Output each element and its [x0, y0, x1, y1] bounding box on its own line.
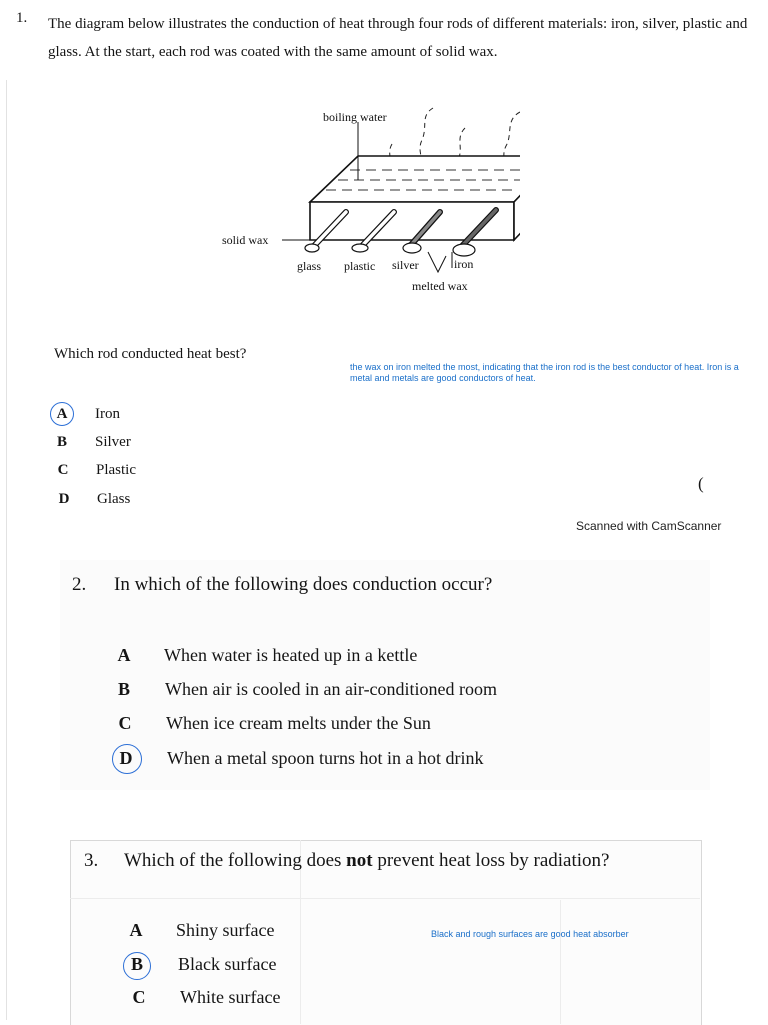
question-3-text-start: Which of the following does: [124, 850, 347, 871]
option-letter: D: [58, 491, 70, 507]
option-text: Glass: [97, 491, 131, 507]
answer-circle-q3: [123, 952, 151, 980]
question-3-emphasis: not: [346, 850, 373, 871]
question-1-text: The diagram below illustrates the conduction of heat through four rods of different materials: iron, silver, plastic and glass. At the start, each rod was coated with the same amount of solid wax.: [48, 16, 748, 60]
answer-circle-q2: [112, 744, 142, 774]
option-letter: B: [117, 679, 130, 699]
question-3-number: 3.: [84, 850, 99, 871]
iron-label: iron: [454, 257, 474, 271]
option-text: Plastic: [96, 462, 136, 478]
question-1-prompt: Which rod conducted heat best?: [54, 346, 247, 362]
option-text: Silver: [95, 434, 131, 450]
question-3-text-end: prevent heat loss by radiation?: [372, 850, 610, 871]
silver-label: silver: [392, 258, 419, 272]
option-letter: A: [56, 406, 68, 422]
melted-wax-pointer: [428, 252, 446, 272]
question-1-number: 1.: [16, 10, 28, 26]
option-text: White surface: [180, 987, 281, 1007]
option-letter: A: [129, 920, 143, 940]
option-text: Black surface: [178, 954, 277, 974]
scanner-watermark: Scanned with CamScanner: [576, 519, 722, 533]
option-letter: D: [119, 748, 133, 768]
question-1-annotation: the wax on iron melted the most, indicating that the iron rod is the best conductor of heat. Iron is a metal and metals are good conductors of heat.: [350, 362, 739, 383]
wax-blobs: [305, 243, 475, 256]
option-letter: B: [56, 434, 67, 450]
option-text: When ice cream melts under the Sun: [166, 713, 431, 733]
answer-bracket: (: [698, 474, 704, 493]
question-3-text: [124, 850, 609, 872]
melted-wax-label: melted wax: [412, 279, 468, 293]
option-text: Shiny surface: [176, 920, 275, 940]
scan-edge-line: [6, 80, 7, 1020]
option-letter: C: [118, 713, 132, 733]
option-letter: C: [57, 462, 69, 478]
heat-conduction-diagram: [200, 100, 520, 300]
option-letter: C: [132, 987, 146, 1007]
option-text: When air is cooled in an air-conditioned room: [165, 679, 498, 699]
question-2-number: 2.: [72, 574, 87, 595]
frame-divider: [560, 900, 561, 1024]
glass-label: glass: [297, 259, 321, 273]
solid-wax-label: solid wax: [222, 233, 269, 247]
trough: [310, 156, 520, 240]
boiling-water-label: boiling water: [323, 110, 387, 124]
frame-rule: [70, 898, 700, 899]
question-2-text: In which of the following does conduction occur?: [114, 574, 493, 595]
question-3-annotation: Black and rough surfaces are good heat absorber: [431, 929, 629, 939]
option-text: Iron: [95, 406, 120, 422]
option-letter: B: [130, 954, 143, 974]
answer-circle-q1: [50, 402, 74, 426]
option-letter: A: [117, 645, 131, 665]
plastic-label: plastic: [344, 259, 376, 273]
option-text: When water is heated up in a kettle: [164, 645, 418, 665]
option-text: When a metal spoon turns hot in a hot drink: [167, 748, 484, 768]
